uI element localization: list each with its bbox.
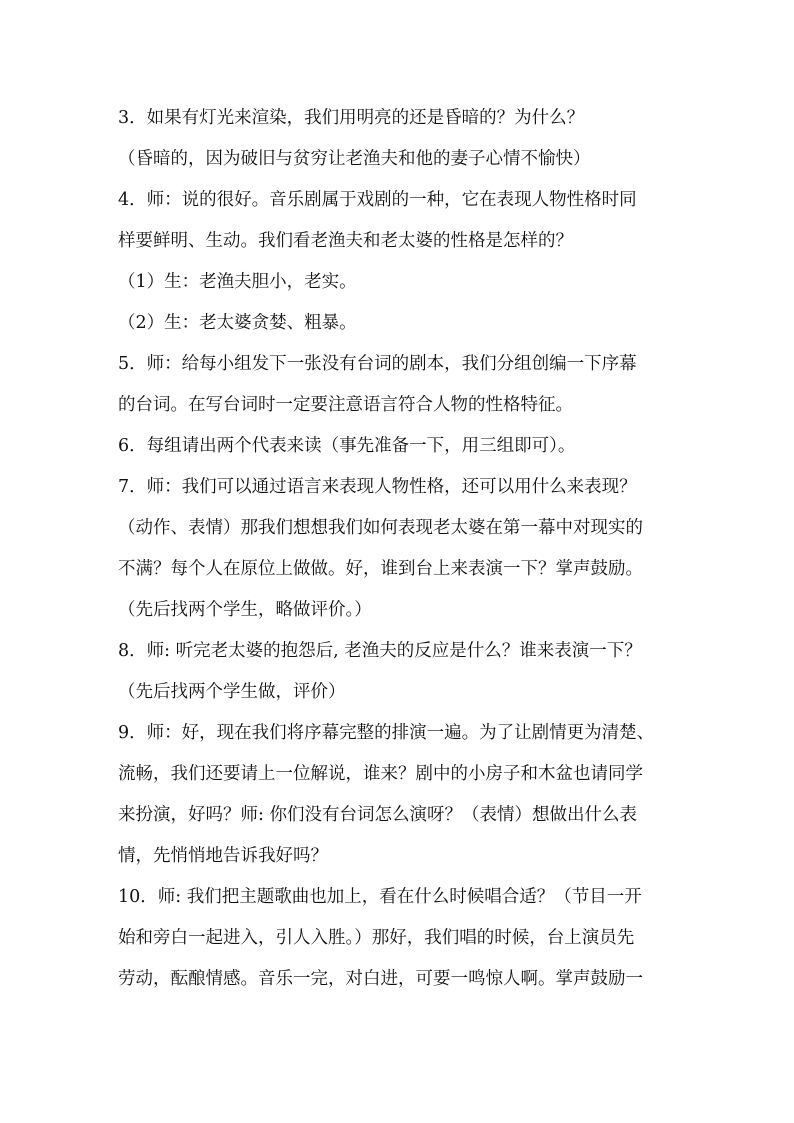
paragraph-line: 劳动，酝酿情感。音乐一完，对白进，可要一鸣惊人啊。掌声鼓励一 xyxy=(118,969,643,989)
paragraph-line: 6．每组请出两个代表来读（事先准备一下，用三组即可）。 xyxy=(118,436,576,456)
paragraph-line: （2）生：老太婆贪婪、粗暴。 xyxy=(118,313,357,333)
document-body xyxy=(118,103,684,1005)
paragraph-line: （动作、表情）那我们想想我们如何表现老太婆在第一幕中对现实的 xyxy=(118,518,643,538)
paragraph-line: （先后找两个学生，略做评价。） xyxy=(118,600,372,620)
paragraph-line: （先后找两个学生做，评价） xyxy=(118,682,346,702)
paragraph-line: （1）生：老渔夫胆小，老实。 xyxy=(118,272,357,292)
paragraph-line: 7．师：我们可以通过语言来表现人物性格，还可以用什么来表现？ xyxy=(118,477,637,497)
paragraph-line: 的台词。在写台词时一定要注意语言符合人物的性格特征。 xyxy=(118,395,573,415)
paragraph-line: 样要鲜明、生动。我们看老渔夫和老太婆的性格是怎样的？ xyxy=(118,231,573,251)
paragraph-line: 情，先悄悄地告诉我好吗？ xyxy=(118,846,328,866)
paragraph-line: 不满？每个人在原位上做做。好，谁到台上来表演一下？掌声鼓励。 xyxy=(118,559,643,579)
paragraph-line: 4．师：说的很好。音乐剧属于戏剧的一种，它在表现人物性格时同 xyxy=(118,190,637,210)
paragraph-line: 10．师: 我们把主题歌曲也加上，看在什么时候唱合适？（节目一开 xyxy=(118,887,642,907)
paragraph-line: 3．如果有灯光来渲染，我们用明亮的还是昏暗的？为什么？ xyxy=(118,108,585,128)
paragraph-line: 5．师：给每小组发下一张没有台词的剧本，我们分组创编一下序幕 xyxy=(118,354,637,374)
paragraph-line: 9．师：好，现在我们将序幕完整的排演一遍。为了让剧情更为清楚、 xyxy=(118,723,655,743)
paragraph-line: 始和旁白一起进入，引人入胜。）那好，我们唱的时候，台上演员先 xyxy=(118,928,635,948)
paragraph-line: 8．师: 听完老太婆的抱怨后, 老渔夫的反应是什么？谁来表演一下？ xyxy=(118,641,642,661)
paragraph-line: 流畅，我们还要请上一位解说，谁来？剧中的小房子和木盆也请同学 xyxy=(118,764,643,784)
paragraph-line: （昏暗的，因为破旧与贫穷让老渔夫和他的妻子心情不愉快） xyxy=(118,149,591,169)
paragraph-line: 来扮演，好吗？师: 你们没有台词怎么演呀？（表情）想做出什么表 xyxy=(118,805,637,825)
